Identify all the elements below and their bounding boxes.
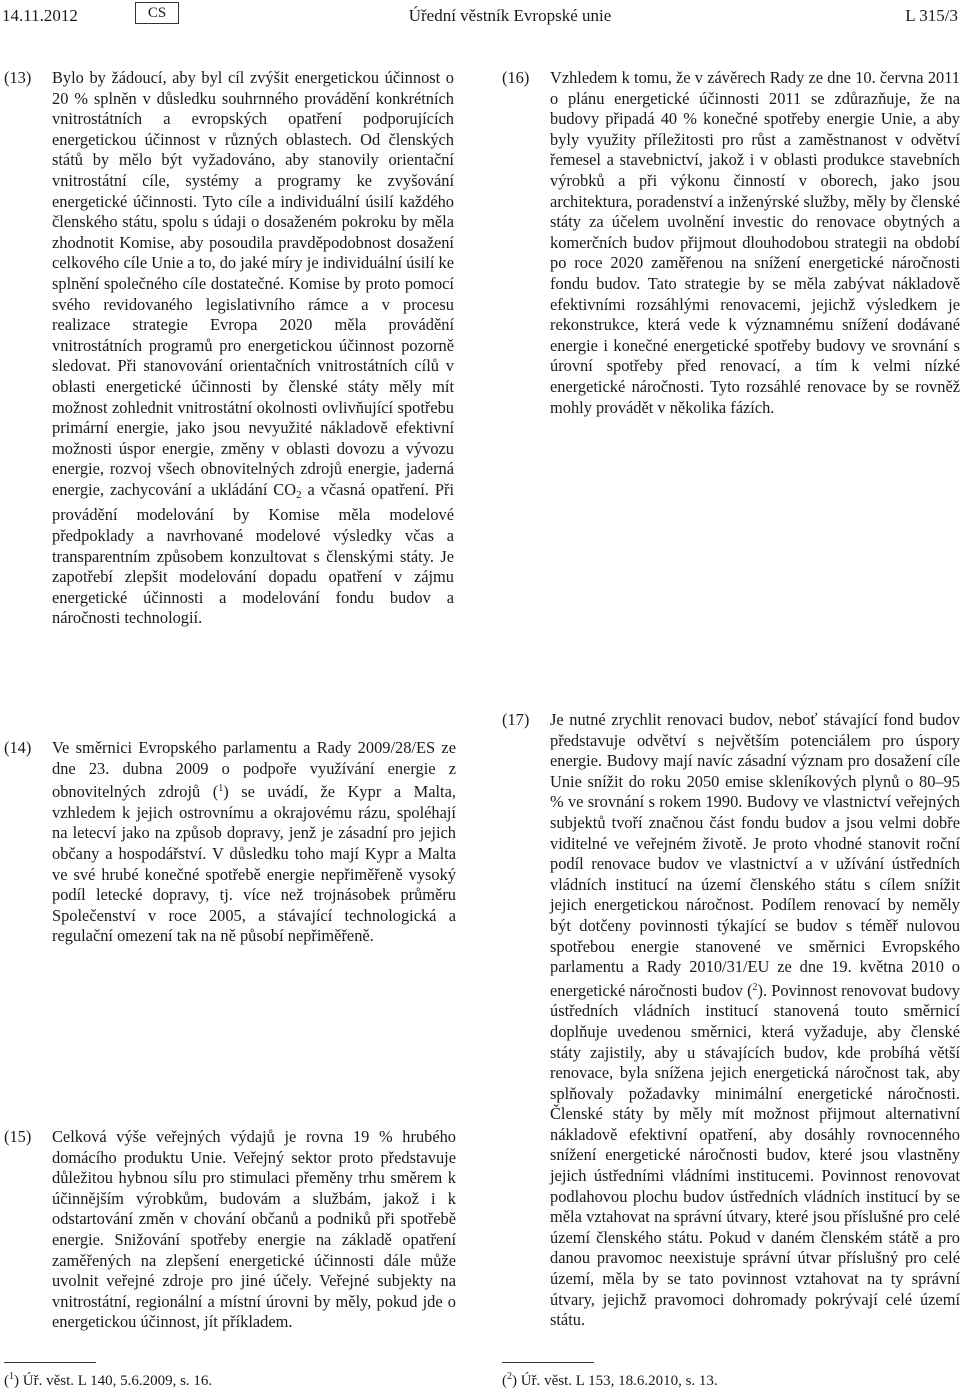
recital-text [52, 738, 456, 947]
publication-date: 14.11.2012 [2, 6, 78, 25]
language-badge: CS [135, 2, 179, 24]
recital-17 [502, 710, 958, 1350]
recital-13 [4, 68, 454, 628]
subscript: 2 [296, 488, 302, 501]
recital-text: Celková výše veřejných výdajů je rovna 19 % hrubého domácího produktu Unie. Veřejný sektor proto představuje důležitou hybnou sílu pro stimulaci přeměny trhu směrem k účinnějším výrobkům, budovám a službám, jakož i k odstartování změn v chování občanů a podniků při spotřebě energie. Snižování spotřeby energie na základě opatření zaměřených na zlepšení energetické účinnosti dále může uvolnit veřejné zdroje pro jiné účely. Veřejné subjekty na vnitrostátní, regionální a místní úrovni by měly, pokud jde o energetickou účinnost, jít příkladem. [52, 1127, 456, 1332]
page-header [0, 0, 960, 40]
recital-text-part: ) se uvádí, že Kypr a Malta, vzhledem k jejich ostrovnímu a okrajovému rázu, spoléhají na letecví jako na způsob dopravy, jenž je zásadní pro jejich občany a hospodářství. V důsledku toho mají Kypr a Malta ve své hrubé konečné spotřebě energie nepřiměřeně vysoký podíl letecké dopravy, tj. více než trojnásobek průměru Společenství v roce 2005, a stávající technologická a regulační omezení tak na ně působí nepřiměřeně. [52, 782, 456, 946]
recital-number: (14) [4, 738, 32, 757]
footnote-close: ) [14, 1373, 19, 1389]
recital-text [550, 710, 960, 1331]
recital-number: (17) [502, 710, 530, 729]
footnote-2 [502, 1371, 718, 1390]
footnote-divider [502, 1362, 594, 1363]
recital-text [52, 68, 454, 629]
journal-title: Úřední věstník Evropské unie [408, 6, 612, 25]
recital-text-part: ). Povinnost renovovat budovy ústředních vládních institucí stanovená touto směrnicí doplňuje uvedenou směrnici, která vyžaduje, aby členské státy zajistily, aby u stávajících budov, kde probíhá větší renovace, byla snížena jejich energetická náročnost tak, aby splňovaly požadavky minimální energetické náročnosti. Členské státy by měly mít možnost přijmout alternativní nákladově efektivní opatření, aby dosáhly rovnocenného snížení energetické náročnosti budov, které jsou vlastněny jejich ústředními vládními institucemi. Povinnost renovovat podlahovou plochu budov ústředních vládních institucí by se měla vztahovat na správní útvary, které jsou příslušné pro celé území členského státu. Pokud v daném členském státě a pro danou pravomoc neexistuje správní útvar příslušný pro celé území, měla by se tato povinnost vztahovat na ty správní útvary, jejichž pravomoci dohromady pokrývají celé území státu. [550, 980, 960, 1330]
recital-text-part: a včasná opatření. Při provádění modelování by Komise měla modelové předpoklady a navrhované modelové výsledky včas a transparentním způsobem konzultovat s členskými státy. Je zapotřebí zlepšit modelování dopadu opatření v zájmu energetické účinnosti a modelování fondu budov a náročnosti technologií. [52, 479, 454, 628]
footnote-1 [4, 1371, 212, 1390]
recital-number: (13) [4, 68, 32, 87]
footnote-open: ( [4, 1373, 9, 1389]
footnote-divider [4, 1362, 96, 1363]
recital-number: (15) [4, 1127, 32, 1146]
recital-15 [4, 1127, 456, 1352]
recital-number: (16) [502, 68, 530, 87]
footnote-text: Úř. věst. L 140, 5.6.2009, s. 16. [19, 1373, 213, 1389]
footnote-reference-1[interactable]: 1 [218, 783, 224, 795]
page-reference: L 315/3 [905, 6, 958, 25]
recital-14 [4, 738, 456, 988]
recital-text-part: Ve směrnici Evropského parlamentu a Rady 2009/28/ES ze dne 23. dubna 2009 o podpoře využívání energie z obnovitelných zdrojů ( [52, 738, 456, 802]
recital-text: Vzhledem k tomu, že v závěrech Rady ze dne 10. června 2011 o plánu energetické účinnosti 2011 se zdůrazňuje, že na budovy připadá 40 % konečné spotřeby energie Unie, a aby byly využity příležitosti pro růst a zaměstnanost v odvětví řemesel a stavebnictví, jakož i v oblasti produkce stavebních výrobků a při výkonu činností v oborech, jako jsou architektura, poradenství a inženýrské služby, měly by členské státy za účelem uvolnění investic do renovace obytných a komerčních budov přijmout dlouhodobou strategii na období po roce 2020 zaměřenou na snížení energetické náročnosti fondu budov. Tato strategie by se měla zabývat nákladově efektivními rozsáhlými renovacemi, jejichž výsledkem je rekonstrukce, která vede k významnému snížení dodávané energie i konečné energetické spotřeby budovy ve srovnání s úrovní spotřeby před renovací, a tím k velmi nízké energetické náročnosti. Tyto rozsáhlé renovace by se rovněž mohly provádět v několika fázích. [550, 68, 960, 417]
footnote-text: Úř. věst. L 153, 18.6.2010, s. 13. [517, 1373, 718, 1389]
footnote-reference-2[interactable]: 2 [752, 981, 758, 993]
recital-text-part: Je nutné zrychlit renovaci budov, neboť stávající fond budov představuje odvětví s největším potenciálem pro úspory energie. Budovy mají navíc zásadní význam pro dosažení cíle Unie snížit do roku 2050 emise skleníkových plynů o 80–95 % ve srovnání s rokem 1990. Budovy ve vlastnictví veřejných subjektů tvoří značnou část fondu budov a jsou velmi dobře viditelné ve veřejném životě. Je proto vhodné stanovit roční podíl renovace budov ve vlastnictví a v užívání ústředních vládních institucí na území členského státu s cílem snížit jejich energetickou náročnost. Podílem renovací by neměly být dotčeny povinnosti týkající se budov s téměř nulovou spotřebou energie stanovené ve směrnici Evropského parlamentu a Rady 2010/31/EU ze dne 19. května 2010 o energetické náročnosti budov ( [550, 710, 960, 1000]
footnote-close: ) [512, 1373, 517, 1389]
footnote-mark: 1 [9, 1371, 14, 1382]
recital-text-part: Bylo by žádoucí, aby byl cíl zvýšit energetickou účinnost o 20 % splněn v důsledku souhrnného provádění konkrétních vnitrostátních a evropských opatření podporujících energetickou účinnost v různých oblastech. Od členských států by mělo být vyžadováno, aby stanovily orientační vnitrostátní cíle, systémy a programy ke zvyšování energetické účinnosti. Tyto cíle a individuální úsilí každého členského státu, spolu s údaji o dosaženém pokroku by měla zhodnotit Komise, aby posoudila pravděpodobnost dosažení celkového cíle Unie a to, do jaké míry je individuální úsilí ke splnění společného cíle dostatečné. Komise by proto pomocí svého revidovaného legislativního rámce a v procesu realizace strategie Evropa 2020 měla provádění vnitrostátních programů pro energetickou účinnost pozorně sledovat. Při stanovování orientačních vnitrostátních cílů v oblasti energetické účinnosti by členské státy měly mít možnost zohlednit vnitrostátní okolnosti ovlivňující spotřebu primární energie, jako jsou nevyužité nákladově efektivní možnosti úspor energie, změny v oblasti dovozu a vývozu energie, rozvoj všech obnovitelných zdrojů energie, jaderná energie, zachycování a ukládání CO [52, 68, 454, 499]
recital-16 [502, 68, 958, 428]
footnote-open: ( [502, 1373, 507, 1389]
footnote-mark: 2 [507, 1371, 512, 1382]
